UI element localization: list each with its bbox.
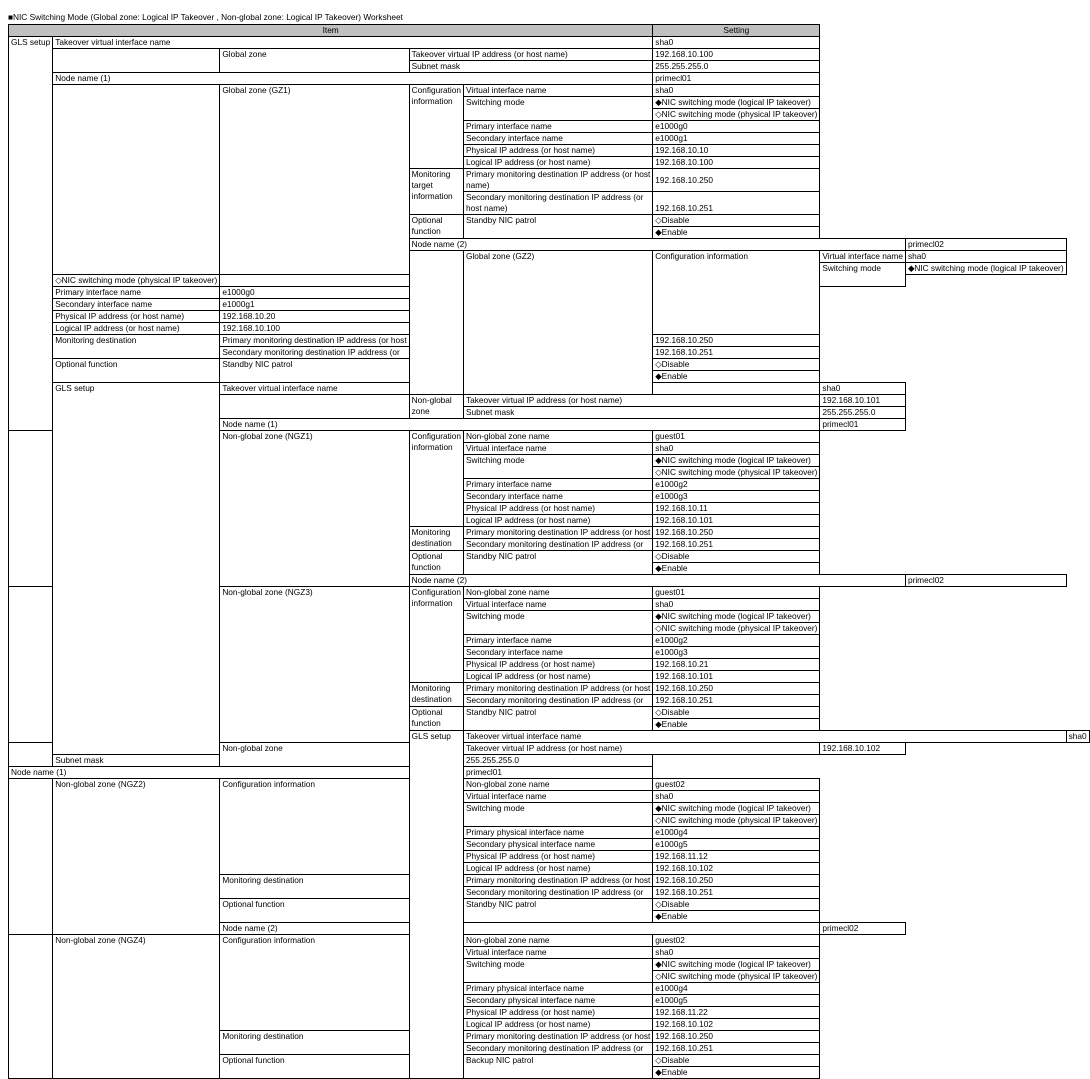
- optional-function-label: Optional function: [409, 551, 463, 575]
- option-enable: ◆Enable: [653, 1067, 820, 1079]
- optional-function-label: Optional function: [409, 215, 463, 239]
- table-row: [9, 73, 1090, 85]
- logical-ip-value: 192.168.10.100: [653, 157, 820, 169]
- takeover-vip-label: Takeover virtual IP address (or host name): [463, 743, 819, 755]
- physical-ip-label: Physical IP address (or host name): [463, 659, 652, 671]
- secondary-if-label: Secondary interface name: [463, 133, 652, 145]
- zone-name: Non-global zone (NGZ3): [220, 587, 409, 743]
- nic-patrol-label: Standby NIC patrol: [463, 899, 652, 923]
- secondary-if-value: e1000g3: [653, 491, 820, 503]
- primary-mon-value: 192.168.10.250: [653, 683, 820, 695]
- secondary-if-value: e1000g3: [653, 647, 820, 659]
- primary-if-label: Primary physical interface name: [463, 827, 652, 839]
- secondary-mon-value: 192.168.10.251: [653, 539, 820, 551]
- logical-ip-label: Logical IP address (or host name): [53, 323, 220, 335]
- physical-ip-value: 192.168.11.22: [653, 1007, 820, 1019]
- node-name-label: Node name (1): [220, 419, 820, 431]
- primary-if-label: Primary interface name: [53, 287, 220, 299]
- optional-function-label: Optional function: [53, 359, 220, 383]
- primary-if-value: e1000g0: [220, 287, 409, 299]
- takeover-vif-value: sha0: [820, 383, 906, 395]
- table-row: [9, 85, 1090, 97]
- blank-cell: [220, 395, 409, 419]
- config-info-label: Configuration information: [220, 935, 409, 1031]
- subnet-mask-value: 255.255.255.0: [653, 61, 820, 73]
- option-disable: ◇Disable: [653, 551, 820, 563]
- option-disable: ◇Disable: [653, 1055, 820, 1067]
- takeover-vif-label: Takeover virtual interface name: [220, 383, 820, 395]
- primary-if-label: Primary interface name: [463, 121, 652, 133]
- table-row: [9, 37, 1090, 49]
- monitoring-destination-label: Monitoring destination: [409, 527, 463, 551]
- logical-ip-value: 192.168.10.100: [220, 323, 409, 335]
- logical-ip-label: Logical IP address (or host name): [463, 157, 652, 169]
- secondary-mon-value: 192.168.10.251: [653, 695, 820, 707]
- node-name-label: Node name (2): [220, 923, 820, 935]
- config-info-label: Configuration information: [220, 779, 409, 875]
- primary-mon-label: Primary monitoring destination IP address (or host: [220, 335, 409, 347]
- switching-mode-label: Switching mode: [463, 611, 652, 635]
- optional-function-label: Optional function: [409, 707, 463, 731]
- node-name-value: primecl02: [820, 923, 906, 935]
- gls-setup-label: GLS setup: [409, 731, 463, 1079]
- worksheet-table: [8, 24, 1090, 1079]
- vif-label: Virtual interface name: [463, 599, 652, 611]
- primary-if-value: e1000g2: [653, 635, 820, 647]
- option-nic-logical: ◆NIC switching mode (logical IP takeover): [653, 803, 820, 815]
- takeover-vif-value: sha0: [1066, 731, 1089, 743]
- secondary-mon-value: 192.168.10.251: [653, 347, 820, 359]
- config-info-label: Configuration information: [409, 85, 463, 169]
- optional-function-label: Optional function: [220, 1055, 409, 1079]
- node-name-value: primecl01: [463, 767, 652, 779]
- zone-label: Non-global zone: [220, 743, 409, 767]
- secondary-mon-label: Secondary monitoring destination IP address (or: [463, 539, 652, 551]
- option-enable: ◆Enable: [653, 563, 820, 575]
- secondary-if-label: Secondary interface name: [463, 647, 652, 659]
- option-nic-physical: ◇NIC switching mode (physical IP takeover): [653, 623, 820, 635]
- primary-if-label: Primary interface name: [463, 479, 652, 491]
- primary-mon-label: Primary monitoring destination IP address (or host: [463, 527, 652, 539]
- table-row: [9, 49, 1090, 61]
- option-disable: ◇Disable: [653, 899, 820, 911]
- primary-mon-label: Primary monitoring destination IP address (or host: [463, 875, 652, 887]
- takeover-vif-label: Takeover virtual interface name: [463, 731, 1066, 743]
- blank-cell: [53, 85, 220, 275]
- header-item: Item: [9, 25, 653, 37]
- header-setting: Setting: [653, 25, 820, 37]
- option-nic-physical: ◇NIC switching mode (physical IP takeover): [653, 109, 820, 121]
- secondary-if-label: Secondary physical interface name: [463, 995, 652, 1007]
- primary-mon-label: Primary monitoring destination IP address (or host: [463, 1031, 652, 1043]
- primary-if-label: Primary physical interface name: [463, 983, 652, 995]
- option-enable: ◆Enable: [653, 371, 820, 383]
- node-name-label: Node name (2): [409, 575, 905, 587]
- secondary-if-label: Secondary physical interface name: [463, 839, 652, 851]
- switching-mode-label: Switching mode: [463, 959, 652, 983]
- gls-setup-label: GLS setup: [53, 383, 220, 755]
- secondary-if-value: e1000g5: [653, 839, 820, 851]
- ngz-name-label: Non-global zone name: [463, 779, 652, 791]
- primary-mon-value: 192.168.10.250: [653, 527, 820, 539]
- subnet-mask-label: Subnet mask: [409, 61, 653, 73]
- option-nic-logical: ◆NIC switching mode (logical IP takeover): [653, 959, 820, 971]
- subnet-mask-value: 255.255.255.0: [820, 407, 906, 419]
- monitoring-destination-label: Monitoring destination: [409, 683, 463, 707]
- vif-value: sha0: [653, 791, 820, 803]
- primary-mon-value: 192.168.10.250: [653, 875, 820, 887]
- vif-value: sha0: [653, 947, 820, 959]
- logical-ip-value: 192.168.10.102: [653, 863, 820, 875]
- logical-ip-label: Logical IP address (or host name): [463, 671, 652, 683]
- option-nic-physical: ◇NIC switching mode (physical IP takeover): [653, 467, 820, 479]
- secondary-mon-value: 192.168.10.251: [653, 1043, 820, 1055]
- worksheet-title: ■NIC Switching Mode (Global zone: Logical IP Takeover , Non-global zone: Logical IP Takeover) Worksheet: [8, 12, 403, 22]
- option-nic-logical: ◆NIC switching mode (logical IP takeover): [653, 611, 820, 623]
- node-name-label: Node name (1): [9, 767, 464, 779]
- physical-ip-value: 192.168.10.10: [653, 145, 820, 157]
- vif-label: Virtual interface name: [463, 791, 652, 803]
- logical-ip-value: 192.168.10.101: [653, 671, 820, 683]
- monitoring-destination-label: Monitoring destination: [220, 1031, 409, 1055]
- physical-ip-value: 192.168.10.21: [653, 659, 820, 671]
- primary-mon-label: Primary monitoring destination IP address (or host: [463, 683, 652, 695]
- primary-mon-label: Primary monitoring destination IP address (or host name): [463, 169, 652, 192]
- table-row: [9, 383, 1090, 395]
- option-disable: ◇Disable: [653, 359, 820, 371]
- vif-value: sha0: [905, 251, 1066, 263]
- takeover-vip-label: Takeover virtual IP address (or host name): [463, 395, 819, 407]
- primary-mon-value: 192.168.10.250: [653, 1031, 820, 1043]
- nic-patrol-label: Standby NIC patrol: [463, 707, 652, 731]
- option-nic-physical: ◇NIC switching mode (physical IP takeover): [53, 275, 220, 287]
- subnet-mask-value: 255.255.255.0: [463, 755, 652, 767]
- monitoring-target-label: Monitoring target information: [409, 169, 463, 215]
- ngz-name-value: guest01: [653, 587, 820, 599]
- vif-label: Virtual interface name: [463, 85, 652, 97]
- option-nic-physical: ◇NIC switching mode (physical IP takeover): [653, 815, 820, 827]
- secondary-mon-label: Secondary monitoring destination IP address (or: [463, 1043, 652, 1055]
- secondary-mon-label: Secondary monitoring destination IP address (or: [220, 347, 409, 359]
- physical-ip-label: Physical IP address (or host name): [463, 1007, 652, 1019]
- config-info-label: Configuration information: [409, 587, 463, 683]
- secondary-if-label: Secondary interface name: [53, 299, 220, 311]
- ngz-name-label: Non-global zone name: [463, 935, 652, 947]
- option-disable: ◇Disable: [653, 215, 820, 227]
- option-nic-logical: ◆NIC switching mode (logical IP takeover): [653, 455, 820, 467]
- physical-ip-label: Physical IP address (or host name): [53, 311, 220, 323]
- option-nic-logical: ◆NIC switching mode (logical IP takeover): [905, 263, 1066, 275]
- logical-ip-value: 192.168.10.101: [653, 515, 820, 527]
- ngz-name-label: Non-global zone name: [463, 431, 652, 443]
- physical-ip-value: 192.168.10.11: [653, 503, 820, 515]
- zone-name: Non-global zone (NGZ4): [53, 935, 220, 1079]
- config-info-label: Configuration information: [653, 251, 820, 335]
- option-enable: ◆Enable: [653, 227, 820, 239]
- monitoring-destination-label: Monitoring destination: [53, 335, 220, 359]
- nic-patrol-label: Standby NIC patrol: [463, 551, 652, 575]
- zone-name: Global zone (GZ1): [220, 85, 409, 275]
- physical-ip-label: Physical IP address (or host name): [463, 145, 652, 157]
- primary-if-label: Primary interface name: [463, 635, 652, 647]
- blank-cell: [9, 935, 53, 1079]
- table-row: [9, 935, 1090, 947]
- vif-label: Virtual interface name: [463, 947, 652, 959]
- logical-ip-label: Logical IP address (or host name): [463, 863, 652, 875]
- physical-ip-label: Physical IP address (or host name): [463, 503, 652, 515]
- node-name-value: primecl01: [820, 419, 906, 431]
- option-disable: ◇Disable: [653, 707, 820, 719]
- secondary-if-value: e1000g1: [220, 299, 409, 311]
- primary-if-value: e1000g4: [653, 983, 820, 995]
- zone-label: Non-global zone: [409, 395, 463, 419]
- ngz-name-value: guest01: [653, 431, 820, 443]
- zone-name: Global zone (GZ2): [463, 251, 652, 395]
- table-header-row: [9, 25, 1090, 37]
- blank-cell: [53, 49, 220, 73]
- blank-cell: [409, 251, 463, 395]
- vif-value: sha0: [653, 85, 820, 97]
- node-name-label: Node name (2): [409, 239, 905, 251]
- table-row: [9, 767, 1090, 779]
- takeover-vip-value: 192.168.10.102: [820, 743, 906, 755]
- config-info-label: Configuration information: [409, 431, 463, 527]
- ngz-name-value: guest02: [653, 779, 820, 791]
- physical-ip-value: 192.168.10.20: [220, 311, 409, 323]
- secondary-mon-value: 192.168.10.251: [653, 192, 820, 215]
- ngz-name-value: guest02: [653, 935, 820, 947]
- node-name-value: primecl01: [653, 73, 820, 85]
- logical-ip-label: Logical IP address (or host name): [463, 1019, 652, 1031]
- subnet-mask-label: Subnet mask: [53, 755, 409, 767]
- vif-value: sha0: [653, 599, 820, 611]
- optional-function-label: Optional function: [220, 899, 409, 923]
- option-enable: ◆Enable: [653, 911, 820, 923]
- node-name-value: primecl02: [905, 239, 1066, 251]
- vif-label: Virtual interface name: [463, 443, 652, 455]
- secondary-if-value: e1000g5: [653, 995, 820, 1007]
- zone-label: Global zone: [220, 49, 409, 73]
- blank-cell: [9, 431, 53, 587]
- primary-mon-value: 192.168.10.250: [653, 335, 820, 347]
- option-enable: ◆Enable: [653, 719, 820, 731]
- vif-value: sha0: [653, 443, 820, 455]
- primary-if-value: e1000g0: [653, 121, 820, 133]
- subnet-mask-label: Subnet mask: [463, 407, 819, 419]
- zone-name: Non-global zone (NGZ2): [53, 779, 220, 935]
- nic-patrol-label: Standby NIC patrol: [463, 215, 652, 239]
- primary-if-value: e1000g2: [653, 479, 820, 491]
- secondary-mon-value: 192.168.10.251: [653, 887, 820, 899]
- monitoring-destination-label: Monitoring destination: [220, 875, 409, 899]
- nic-patrol-label: Standby NIC patrol: [220, 359, 409, 383]
- takeover-vip-label: Takeover virtual IP address (or host name): [409, 49, 653, 61]
- secondary-if-label: Secondary interface name: [463, 491, 652, 503]
- zone-name: Non-global zone (NGZ1): [220, 431, 409, 587]
- takeover-vip-value: 192.168.10.100: [653, 49, 820, 61]
- logical-ip-value: 192.168.10.102: [653, 1019, 820, 1031]
- switching-mode-label: Switching mode: [463, 803, 652, 827]
- switching-mode-label: Switching mode: [463, 455, 652, 479]
- secondary-mon-label: Secondary monitoring destination IP address (or: [463, 887, 652, 899]
- primary-if-value: e1000g4: [653, 827, 820, 839]
- vif-label: Virtual interface name: [820, 251, 906, 263]
- takeover-vif-label: Takeover virtual interface name: [53, 37, 653, 49]
- physical-ip-label: Physical IP address (or host name): [463, 851, 652, 863]
- node-name-label: Node name (1): [53, 73, 653, 85]
- switching-mode-label: Switching mode: [820, 263, 906, 287]
- logical-ip-label: Logical IP address (or host name): [463, 515, 652, 527]
- secondary-mon-label: Secondary monitoring destination IP address (or: [463, 695, 652, 707]
- option-nic-logical: ◆NIC switching mode (logical IP takeover): [653, 97, 820, 109]
- secondary-mon-label: Secondary monitoring destination IP address (or host name): [463, 192, 652, 215]
- gls-setup-label: GLS setup: [9, 37, 53, 431]
- ngz-name-label: Non-global zone name: [463, 587, 652, 599]
- takeover-vip-value: 192.168.10.101: [820, 395, 906, 407]
- table-row: [9, 779, 1090, 791]
- blank-cell: [9, 743, 53, 767]
- takeover-vif-value: sha0: [653, 37, 820, 49]
- secondary-if-value: e1000g1: [653, 133, 820, 145]
- nic-patrol-label: Backup NIC patrol: [463, 1055, 652, 1079]
- node-name-value: primecl02: [905, 575, 1066, 587]
- switching-mode-label: Switching mode: [463, 97, 652, 121]
- blank-cell: [9, 779, 53, 935]
- primary-mon-value: 192.168.10.250: [653, 169, 820, 192]
- table-row: [9, 755, 1090, 767]
- physical-ip-value: 192.168.11.12: [653, 851, 820, 863]
- blank-cell: [9, 587, 53, 743]
- table-body: [9, 37, 1090, 1079]
- option-nic-physical: ◇NIC switching mode (physical IP takeover): [653, 971, 820, 983]
